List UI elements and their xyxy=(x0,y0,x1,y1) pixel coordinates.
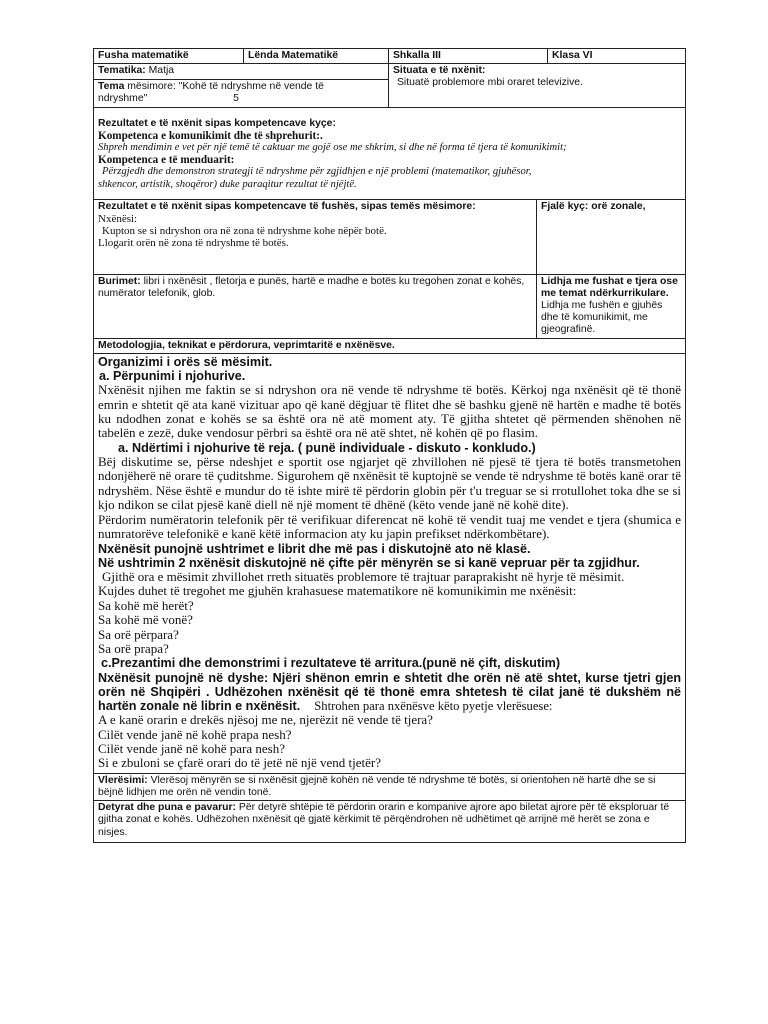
topic-number: 5 xyxy=(233,93,239,105)
field-results-item2: Llogarit orën në zona të ndryshme të botës. xyxy=(98,237,289,250)
comparison-question-1: Sa kohë më herët? xyxy=(98,597,194,613)
topic-label: Tema xyxy=(98,81,125,93)
links-text: Lidhja me fushën e gjuhës dhe të komunikimit, me gjeografinë. xyxy=(541,300,663,336)
communication-competence-text: Shpreh mendimin e vet për një temë të caktuar me gojë ose me shkrim, si dhe në forma të tjera të komunikimit; xyxy=(98,142,567,154)
comparison-question-4: Sa orë prapa? xyxy=(98,640,169,656)
situation-title: Situata e të nxënit: xyxy=(393,65,486,77)
resources-cell xyxy=(94,274,537,338)
methodology-cell xyxy=(94,338,686,353)
situation-text: Situatë problemore mbi oraret televizive. xyxy=(397,77,583,89)
key-competences-row xyxy=(94,107,686,199)
theme-label: Tematika: xyxy=(98,65,146,77)
resources-text: libri i nxënësit , fletorja e punës, hartë e madhe e botës ku tregohen zonat e kohës, numërator telefonik, glob. xyxy=(98,275,525,299)
communication-competence-title: Kompetenca e komunikimit dhe të shprehurit:. xyxy=(98,129,323,142)
field-results-title: Rezultatet e të nxënit sipas kompetencave të fushës, sipas temës mësimore: xyxy=(98,200,476,212)
theme-cell xyxy=(94,64,389,107)
lesson-row xyxy=(94,353,686,773)
homework-row xyxy=(94,801,686,843)
level-label: Shkalla III xyxy=(393,50,441,61)
section-b-text4: Kujdes duhet të tregohet me gjuhën krahasuese matematikore në komunikimin me nxënësit: xyxy=(98,583,577,599)
section-c-tail: Shtrohen para nxënësve këto pyetje vlerësuese: xyxy=(314,698,553,713)
field-results-cell xyxy=(94,199,537,274)
thinking-competence-title: Kompetenca e të menduarit: xyxy=(98,154,235,167)
section-c-bold: Nxënësit punojnë në dyshe: Njëri shënon emrin e shtetit dhe orën në atë shtet, kurse tjetri gjen orën në Shqipëri . Udhëzohen nxënësit që të thonë emra shtetesh të cilat janë të dukshëm në hartën zonale në librin e nxënësit. xyxy=(98,670,682,713)
topic-line1: mësimore: "Kohë të ndryshme në vende të xyxy=(127,81,324,93)
lesson-plan-page xyxy=(93,48,685,914)
assessment-cell xyxy=(94,773,686,800)
section-a-title: a. Përpunimi i njohurive. xyxy=(99,369,246,384)
section-a-text: Nxënësit njihen me faktin se si ndryshon ora në vende të ndryshme të botës. Kërkoj nga nxënësit që të thonë emrin e shtetit që ata kanë vizituar apo që kanë dëgjuar të flitet dhe së bashku gjenë në hartën e madhe të botës ku ndodhen zonat e kohës se sa është ora në atë moment aty. Të gjitha shtetet që përmenden shënohen në tabelën e zezë, duke vendosur përbri sa është ora në atë shtet, në kohën që po flasim. xyxy=(98,382,682,441)
assessment-label: Vlerësimi: xyxy=(98,774,148,786)
homework-cell xyxy=(94,801,686,843)
key-competences-title: Rezultatet e të nxënit sipas kompetencave kyçe: xyxy=(98,117,336,129)
assessment-text: Vlerësoj mënyrën se si nxënësit gjejnë kohën në vende të ndryshme të botës, si orientohen në hartë dhe se si bëjnë lidhjen me orën në vendin tonë. xyxy=(98,774,656,798)
resources-label: Burimet: xyxy=(98,275,141,287)
lesson-plan-table xyxy=(93,48,686,843)
section-b-text1: Bëj diskutime se, përse ndeshjet e sportit ose ngjarjet që zhvillohen në pjesë të tjera të botës transmetohen ndonjëherë në orare të çuditshme. Sigurohem që nxënësit të kuptojnë se vende të ndryshme të botës kanë orar të ndryshëm. Nëse është e mundur do të ishte mirë të përdorin globin për t'u treguar se si rrotullohet toka dhe se si kjo ndikon se cilat pjesë kanë diell në një moment të dhënë (këto vende janë në kohë dite). xyxy=(98,454,682,513)
assessment-question-2: Cilët vende janë në kohë prapa nesh? xyxy=(98,726,292,742)
resources-row xyxy=(94,274,686,338)
comparison-question-3: Sa orë përpara? xyxy=(98,626,179,642)
section-b-text2: Përdorim numëratorin telefonik për të verifikuar diferencat në kohë të vendit tuaj me vendet e tjera (shumica e numratorëve telefonikë e kanë këtë informacion aty ku japin prefikset ndërkombëtare). xyxy=(98,511,682,542)
comparison-question-2: Sa kohë më vonë? xyxy=(98,612,193,628)
subject-label: Lënda Matematikë xyxy=(248,50,339,61)
field-label: Fusha matematikë xyxy=(98,50,189,61)
keywords-cell xyxy=(537,199,686,274)
level-cell xyxy=(389,49,548,64)
thinking-competence-line2: shkencor, artistik, shoqëror) duke paraqitur rezultat të njëjtë. xyxy=(98,178,357,190)
field-cell xyxy=(94,49,244,64)
organization-title: Organizimi i orës së mësimit. xyxy=(98,354,273,369)
homework-label: Detyrat dhe puna e pavarur: xyxy=(98,802,237,814)
lesson-cell xyxy=(94,353,686,773)
key-competences-cell xyxy=(94,107,686,199)
section-c-title: c.Prezantimi dhe demonstrimi i rezultateve të arritura.(punë në çift, diskutim) xyxy=(101,656,561,671)
section-b-title: a. Ndërtimi i njohurive të reja. ( punë individuale - diskuto - konkludo.) xyxy=(118,440,536,455)
assessment-question-4: Si e zbuloni se çfarë orari do të jetë në një vend tjetër? xyxy=(98,755,381,771)
methodology-row xyxy=(94,338,686,353)
section-b-text3: Gjithë ora e mësimit zhvillohet rreth situatës problemore të trajtuar paraprakisht në hyrje të mësimit. xyxy=(102,568,625,584)
keywords-value: orë zonale, xyxy=(591,200,646,212)
grade-label: Klasa VI xyxy=(552,50,593,61)
keywords-label: Fjalë kyç: xyxy=(541,200,589,212)
methodology-title: Metodologjia, teknikat e përdorura, veprimtaritë e nxënësve. xyxy=(98,339,395,351)
homework-text: Për detyrë shtëpie të përdorin orarin e kompanive ajrore apo biletat ajrore për të eksploruar të gjitha zonat e kohës. Udhëzohen nxënësit që gjatë kërkimit të përqëndrohen në udhëtimet që arrijnë më herët se zona e nisjes. xyxy=(98,802,670,838)
theme-value: Matja xyxy=(148,65,175,77)
situation-cell xyxy=(389,64,686,107)
grade-cell xyxy=(548,49,686,64)
assessment-row xyxy=(94,773,686,800)
section-b-bold1: Nxënësit punojnë ushtrimet e librit dhe më pas i diskutojnë ato në klasë. xyxy=(98,541,531,556)
field-results-row xyxy=(94,199,686,274)
assessment-question-1: A e kanë orarin e drekës njësoj me ne, njerëzit në vende të tjera? xyxy=(98,712,433,728)
subject-cell xyxy=(244,49,389,64)
section-b-bold2: Në ushtrimin 2 nxënësit diskutojnë në çifte për mënyrën se si kanë vepruar për ta zgjidhur. xyxy=(98,555,640,570)
assessment-question-3: Cilët vende janë në kohë para nesh? xyxy=(98,740,285,756)
section-c-paragraph xyxy=(98,671,681,714)
links-title: Lidhja me fushat e tjera ose me temat ndërkurrikulare. xyxy=(541,275,678,299)
theme-row xyxy=(94,64,686,107)
field-results-item1: Kupton se si ndryshon ora në zona të ndryshme kohe nëpër botë. xyxy=(102,225,387,238)
field-results-lead: Nxënësi: xyxy=(98,212,138,225)
links-cell xyxy=(537,274,686,338)
header-row xyxy=(94,49,686,64)
thinking-competence-line1: Përzgjedh dhe demonstron strategji të ndryshme për zgjidhjen e një problemi (matematikor, gjuhësor, xyxy=(102,166,532,178)
topic-line2: ndryshme" xyxy=(98,93,148,105)
